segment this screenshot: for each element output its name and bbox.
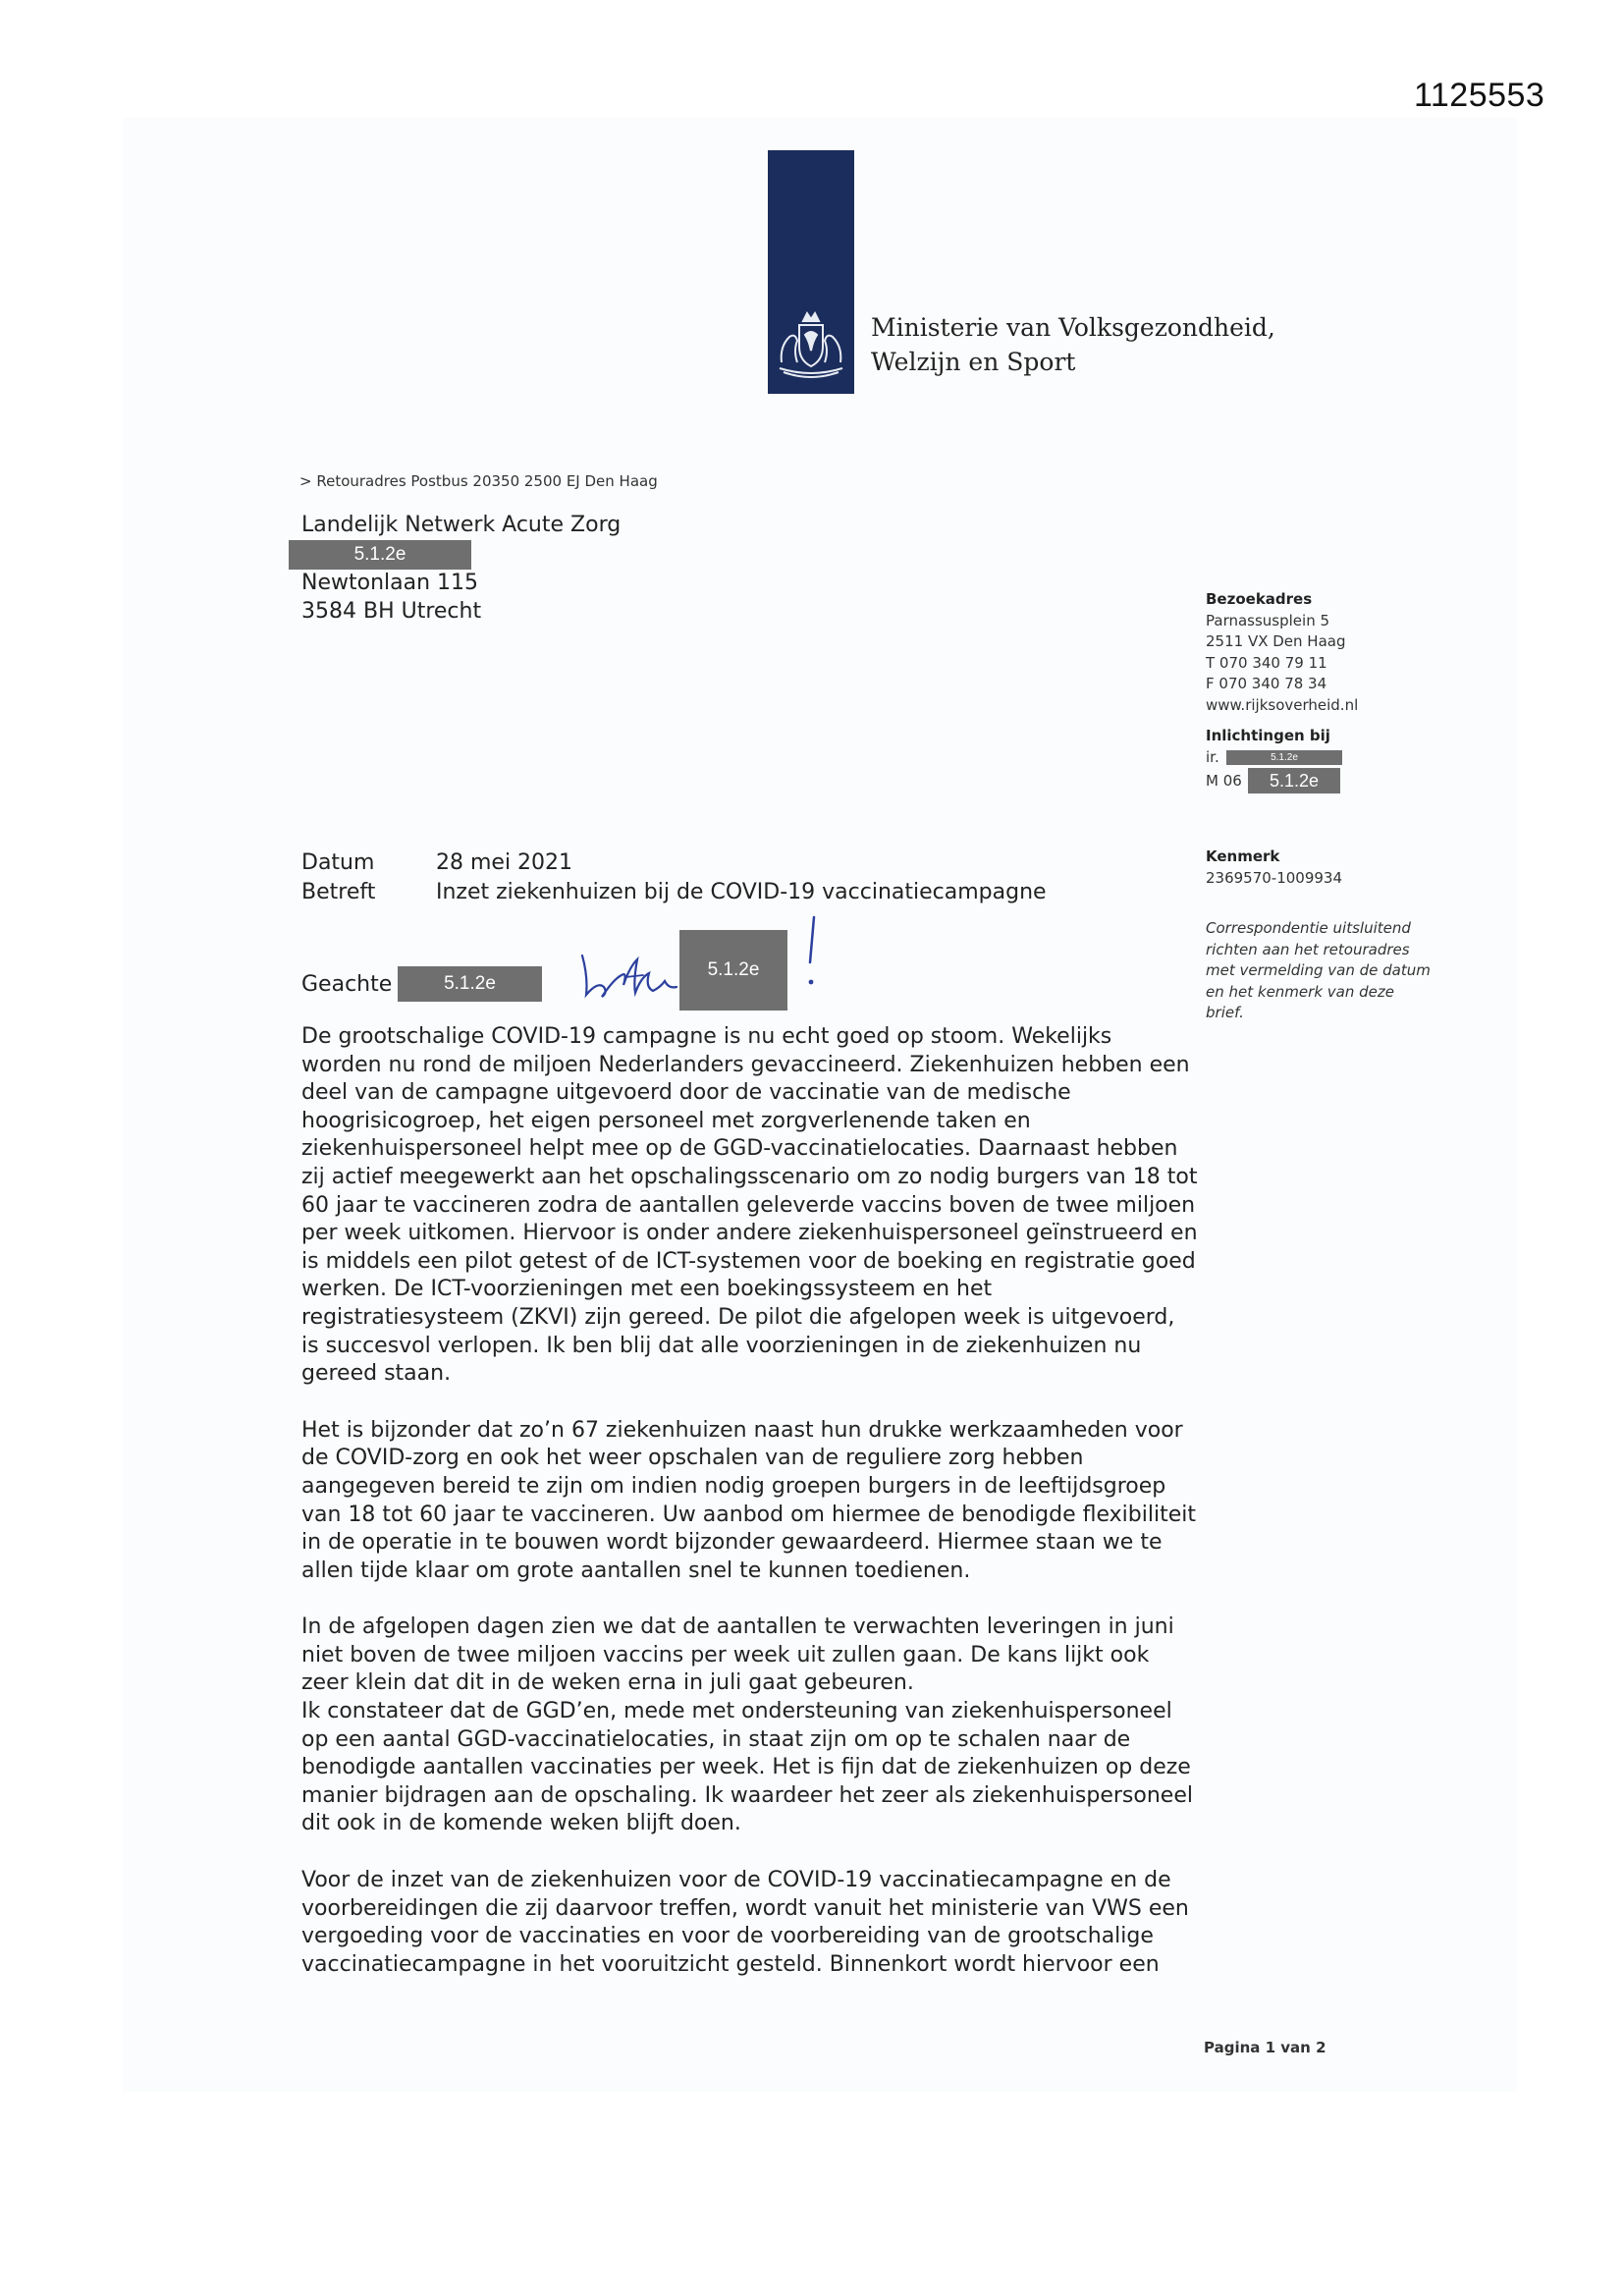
coat-of-arms-icon [772,307,850,382]
body-paragraph-4 [301,1867,1189,1979]
body-line: benodigde aantallen vaccinaties per week. Het is fijn dat de ziekenhuizen op deze [301,1755,1191,1780]
body-line: 60 jaar te vaccineren zodra de aantallen geleverde vaccins boven de twee miljoen [301,1192,1196,1218]
salutation-word: Geachte [301,972,393,997]
recipient-redaction: 5.1.2e [289,540,471,570]
info-mobile-row [1206,768,1441,793]
info-redaction-small: 5.1.2e [1226,750,1342,765]
body-line: Ik constateer dat de GGD’en, mede met ondersteuning van ziekenhuispersoneel [301,1699,1172,1724]
subject-label: Betreft [301,880,376,904]
body-line: vaccinatiecampagne in het vooruitzicht gesteld. Binnenkort wordt hiervoor een [301,1951,1160,1977]
body-line: vergoeding voor de vaccinaties en voor de voorbereiding van de grootschalige [301,1924,1154,1949]
subject-value: Inzet ziekenhuizen bij de COVID-19 vaccinatiecampagne [436,880,1047,904]
fax-number: F 070 340 78 34 [1206,675,1327,692]
date-label: Datum [301,850,375,875]
body-line: registratiesysteem (ZKVI) zijn gereed. De pilot die afgelopen week is uitgevoerd, [301,1304,1175,1330]
body-line: dit ook in de komende weken blijft doen. [301,1811,741,1836]
visit-address-heading: Bezoekadres [1206,590,1313,608]
ministry-logo-bar [768,150,854,394]
info-redaction: 5.1.2e [1248,768,1340,793]
body-line: voorbereidingen die zij daarvoor treffen, wordt vanuit het ministerie van VWS een [301,1895,1189,1921]
body-paragraph-1 [301,1023,1198,1389]
body-line: op een aantal GGD-vaccinatielocaties, in staat zijn om op te schalen naar de [301,1726,1131,1752]
letter-body [301,1023,1198,2007]
reference-heading: Kenmerk [1206,847,1280,865]
visit-city: 2511 VX Den Haag [1206,632,1346,650]
body-line: in de operatie in te bouwen wordt bijzonder gewaardeerd. Hiermee staan we te [301,1530,1163,1556]
body-line: van 18 tot 60 jaar te vaccineren. Uw aanbod om hiermee de benodigde flexibiliteit [301,1502,1196,1527]
phone-number: T 070 340 79 11 [1206,653,1327,672]
ministry-name-line2: Welzijn en Sport [871,348,1076,376]
handwritten-exclamation [790,913,830,992]
body-line: de COVID-zorg en ook het weer opschalen van de reguliere zorg hebben [301,1446,1084,1471]
info-heading: Inlichtingen bij [1206,727,1330,744]
salutation-redaction-2: 5.1.2e [679,930,787,1011]
body-line: per week uitkomen. Hiervoor is onder andere ziekenhuispersoneel geïnstrueerd en [301,1221,1198,1246]
reference-block [1206,847,1342,889]
body-line: Het is bijzonder dat zo’n 67 ziekenhuizen naast hun drukke werkzaamheden voor [301,1417,1183,1443]
document-number: 1125553 [1414,77,1545,114]
info-title: ir. [1206,747,1219,766]
return-address: > Retouradres Postbus 20350 2500 EJ Den Haag [299,472,658,490]
info-contact-row [1206,747,1441,769]
visit-street: Parnassusplein 5 [1206,611,1330,629]
body-line: gereed staan. [301,1361,452,1387]
body-line: allen tijde klaar om grote aantallen snel te kunnen toedienen. [301,1558,971,1583]
body-line: werken. De ICT-voorzieningen met een boekingssysteem en het [301,1277,993,1302]
recipient-organisation: Landelijk Netwerk Acute Zorg [301,513,622,537]
body-paragraph-2 [301,1417,1196,1586]
body-line: is succesvol verlopen. Ik ben blij dat alle voorzieningen in de ziekenhuizen nu [301,1333,1142,1358]
website-link[interactable]: www.rijksoverheid.nl [1206,695,1359,714]
body-line: aangegeven bereid te zijn om indien nodig groepen burgers in de leeftijdsgroep [301,1473,1166,1499]
body-line: Voor de inzet van de ziekenhuizen voor de COVID-19 vaccinatiecampagne en de [301,1868,1171,1893]
body-line: hoogrisicogroep, het eigen personeel met zorgverlenende taken en [301,1108,1031,1133]
body-line: worden nu rond de miljoen Nederlanders gevaccineerd. Ziekenhuizen hebben een [301,1052,1190,1077]
sender-sidebar [1206,589,1441,793]
reference-value: 2369570-1009934 [1206,868,1343,887]
ministry-name [871,310,1275,379]
body-line: niet boven de twee miljoen vaccins per week uit zullen gaan. De kans lijkt ook [301,1642,1150,1667]
page-indicator: Pagina 1 van 2 [1204,2039,1326,2056]
body-line: zij actief meegewerkt aan het opschalingsscenario om zo nodig burgers van 18 tot [301,1164,1198,1189]
body-line: manier bijdragen aan de opschaling. Ik waardeer het zeer als ziekenhuispersoneel [301,1782,1193,1808]
date-value: 28 mei 2021 [436,850,573,875]
body-paragraph-3 [301,1613,1193,1838]
recipient-street: Newtonlaan 115 [301,571,479,595]
correspondence-note: Correspondentie uitsluitend richten aan het retouradres met vermelding van de datum en het kenmerk van deze brief. [1206,919,1431,1021]
body-line: De grootschalige COVID-19 campagne is nu echt goed op stoom. Wekelijks [301,1024,1112,1049]
body-line: is middels een pilot getest of de ICT-systemen voor de boeking en registratie goed [301,1248,1196,1274]
body-line: In de afgelopen dagen zien we dat de aantallen te verwachten leveringen in juni [301,1614,1174,1640]
recipient-city: 3584 BH Utrecht [301,599,482,624]
ministry-name-line1: Ministerie van Volksgezondheid, [871,313,1275,342]
salutation-redaction-1: 5.1.2e [398,966,542,1002]
info-mobile-prefix: M 06 [1206,772,1242,790]
handwritten-signature [574,938,682,1007]
body-line: ziekenhuispersoneel helpt mee op de GGD-vaccinatielocaties. Daarnaast hebben [301,1136,1178,1162]
body-line: zeer klein dat dit in de weken erna in juli gaat gebeuren. [301,1670,914,1696]
body-line: deel van de campagne uitgevoerd door de vaccinatie van de medische [301,1080,1071,1106]
